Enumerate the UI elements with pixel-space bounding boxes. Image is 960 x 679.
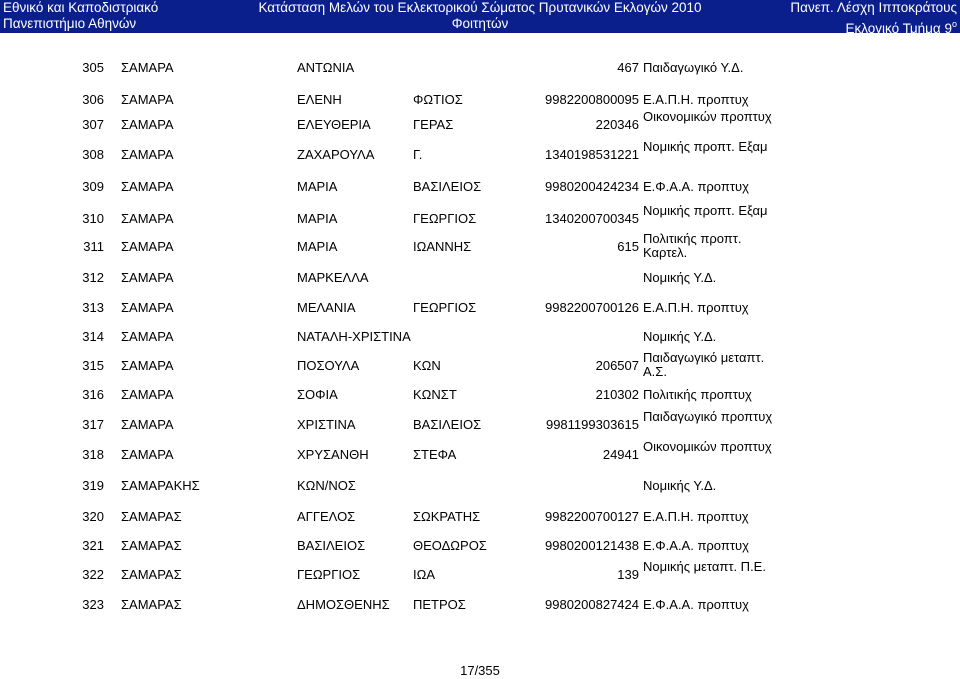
polling-section-sup: ο	[951, 19, 957, 29]
page-header	[0, 0, 960, 36]
university-name-line1: Εθνικό και Καποδιστριακό	[3, 0, 159, 15]
university-name-line2: Πανεπιστήμιο Αθηνών	[3, 16, 137, 31]
first-name: ΓΕΩΡΓΙΟΣ	[297, 567, 361, 582]
father-name: ΚΩΝΣΤ	[413, 387, 457, 402]
father-name: ΓΕΩΡΓΙΟΣ	[413, 300, 477, 315]
student-id: 9982200800095	[545, 92, 639, 107]
first-name: ΒΑΣΙΛΕΙΟΣ	[297, 538, 366, 553]
surname: ΣΑΜΑΡΑ	[121, 300, 174, 315]
student-id: 9980200424234	[545, 179, 639, 194]
row-number: 308	[82, 147, 104, 162]
school-status: Οικονομικών προπτυχ	[643, 439, 772, 454]
first-name: ΧΡΥΣΑΝΘΗ	[297, 447, 369, 462]
polling-location: Πανεπ. Λέσχη Ιπποκράτους	[790, 0, 957, 15]
row-number: 313	[82, 300, 104, 315]
school-status: Πολιτικής προπτ. Καρτελ.	[643, 231, 742, 260]
row-number: 321	[82, 538, 104, 553]
surname: ΣΑΜΑΡΑ	[121, 239, 174, 254]
school-status: Νομικής Υ.Δ.	[643, 478, 717, 493]
first-name: ΜΑΡΙΑ	[297, 211, 338, 226]
first-name: ΕΛΕΝΗ	[297, 92, 342, 107]
student-id: 206507	[595, 358, 639, 373]
student-id: 467	[617, 60, 639, 75]
document-subtitle: Φοιτητών	[451, 16, 509, 31]
row-number: 323	[82, 597, 104, 612]
row-number: 318	[82, 447, 104, 462]
row-number: 305	[82, 60, 104, 75]
first-name: ΝΑΤΑΛΗ-ΧΡΙΣΤΙΝΑ	[297, 329, 411, 344]
student-id: 9982200700127	[545, 509, 639, 524]
surname: ΣΑΜΑΡΑ	[121, 179, 174, 194]
school-status: Ε.Φ.Α.Α. προπτυχ	[643, 179, 749, 194]
surname: ΣΑΜΑΡΑ	[121, 211, 174, 226]
school-status: Πολιτικής προπτυχ	[643, 387, 752, 402]
father-name: Γ.	[413, 147, 423, 162]
school-status: Παιδαγωγικό μεταπτ. Α.Σ.	[643, 350, 765, 379]
first-name: ΕΛΕΥΘΕΡΙΑ	[297, 117, 371, 132]
row-number: 317	[82, 417, 104, 432]
student-id: 139	[617, 567, 639, 582]
row-number: 310	[82, 211, 104, 226]
row-number: 309	[82, 179, 104, 194]
school-status: Νομικής προπτ. Εξαμ	[643, 203, 768, 218]
school-status: Παιδαγωγικό προπτυχ	[643, 409, 773, 424]
father-name: ΦΩΤΙΟΣ	[413, 92, 463, 107]
row-number: 311	[83, 239, 104, 254]
father-name: ΙΩΑ	[413, 567, 436, 582]
row-number: 306	[82, 92, 104, 107]
student-id: 9980200121438	[545, 538, 639, 553]
father-name: ΘΕΟΔΩΡΟΣ	[413, 538, 487, 553]
school-status: Νομικής μεταπτ. Π.Ε.	[643, 559, 766, 574]
school-status: Νομικής Υ.Δ.	[643, 270, 717, 285]
polling-section-label: Εκλογικό Τμήμα 9	[845, 21, 952, 36]
school-status: Παιδαγωγικό Υ.Δ.	[643, 60, 744, 75]
student-id: 24941	[602, 447, 639, 462]
row-number: 307	[82, 117, 104, 132]
first-name: ΚΩΝ/ΝΟΣ	[297, 478, 356, 493]
father-name: ΓΕΩΡΓΙΟΣ	[413, 211, 477, 226]
school-status: Ε.Φ.Α.Α. προπτυχ	[643, 597, 749, 612]
father-name: ΚΩΝ	[413, 358, 441, 373]
father-name: ΠΕΤΡΟΣ	[413, 597, 466, 612]
page-number: 17/355	[460, 663, 500, 678]
row-number: 320	[82, 509, 104, 524]
first-name: ΑΓΓΕΛΟΣ	[297, 509, 356, 524]
surname: ΣΑΜΑΡΑΚΗΣ	[121, 478, 200, 493]
surname: ΣΑΜΑΡΑ	[121, 270, 174, 285]
student-id: 1340198531221	[545, 147, 639, 162]
document-title: Κατάσταση Μελών του Εκλεκτορικού Σώματος Πρυτανικών Εκλογών 2010	[258, 0, 702, 15]
student-id: 1340200700345	[545, 211, 639, 226]
student-id: 9981199303615	[545, 417, 639, 432]
row-number: 314	[82, 329, 104, 344]
surname: ΣΑΜΑΡΑ	[121, 329, 174, 344]
surname: ΣΑΜΑΡΑ	[121, 147, 174, 162]
school-status: Οικονομικών προπτυχ	[643, 109, 772, 124]
surname: ΣΑΜΑΡΑΣ	[121, 509, 182, 524]
school-status: Ε.Α.Π.Η. προπτυχ	[643, 300, 749, 315]
first-name: ΠΟΣΟΥΛΑ	[297, 358, 360, 373]
first-name: ΖΑΧΑΡΟΥΛΑ	[297, 147, 375, 162]
surname: ΣΑΜΑΡΑ	[121, 358, 174, 373]
school-status: Νομικής προπτ. Εξαμ	[643, 139, 768, 154]
school-status: Ε.Α.Π.Η. προπτυχ	[643, 92, 749, 107]
row-number: 315	[82, 358, 104, 373]
school-status: Ε.Α.Π.Η. προπτυχ	[643, 509, 749, 524]
row-number: 319	[82, 478, 104, 493]
school-status: Νομικής Υ.Δ.	[643, 329, 717, 344]
first-name: ΜΑΡΙΑ	[297, 239, 338, 254]
first-name: ΑΝΤΩΝΙΑ	[297, 60, 355, 75]
student-id: 615	[617, 239, 639, 254]
surname: ΣΑΜΑΡΑ	[121, 92, 174, 107]
student-id: 210302	[595, 387, 639, 402]
surname: ΣΑΜΑΡΑ	[121, 60, 174, 75]
father-name: ΓΕΡΑΣ	[413, 117, 454, 132]
surname: ΣΑΜΑΡΑ	[121, 117, 174, 132]
first-name: ΜΑΡΙΑ	[297, 179, 338, 194]
father-name: ΣΤΕΦΑ	[413, 447, 457, 462]
surname: ΣΑΜΑΡΑ	[121, 447, 174, 462]
row-number: 322	[82, 567, 104, 582]
school-status: Ε.Φ.Α.Α. προπτυχ	[643, 538, 749, 553]
father-name: ΙΩΑΝΝΗΣ	[413, 239, 472, 254]
father-name: ΒΑΣΙΛΕΙΟΣ	[413, 417, 482, 432]
student-id: 9980200827424	[545, 597, 639, 612]
first-name: ΜΕΛΑΝΙΑ	[297, 300, 356, 315]
father-name: ΒΑΣΙΛΕΙΟΣ	[413, 179, 482, 194]
surname: ΣΑΜΑΡΑ	[121, 417, 174, 432]
father-name: ΣΩΚΡΑΤΗΣ	[413, 509, 481, 524]
polling-section	[845, 16, 957, 37]
first-name: ΧΡΙΣΤΙΝΑ	[297, 417, 356, 432]
row-number: 312	[82, 270, 104, 285]
row-number: 316	[82, 387, 104, 402]
first-name: ΔΗΜΟΣΘΕΝΗΣ	[297, 597, 390, 612]
surname: ΣΑΜΑΡΑΣ	[121, 597, 182, 612]
surname: ΣΑΜΑΡΑΣ	[121, 567, 182, 582]
student-id: 9982200700126	[545, 300, 639, 315]
first-name: ΜΑΡΚΕΛΛΑ	[297, 270, 369, 285]
first-name: ΣΟΦΙΑ	[297, 387, 338, 402]
surname: ΣΑΜΑΡΑΣ	[121, 538, 182, 553]
surname: ΣΑΜΑΡΑ	[121, 387, 174, 402]
student-id: 220346	[595, 117, 639, 132]
